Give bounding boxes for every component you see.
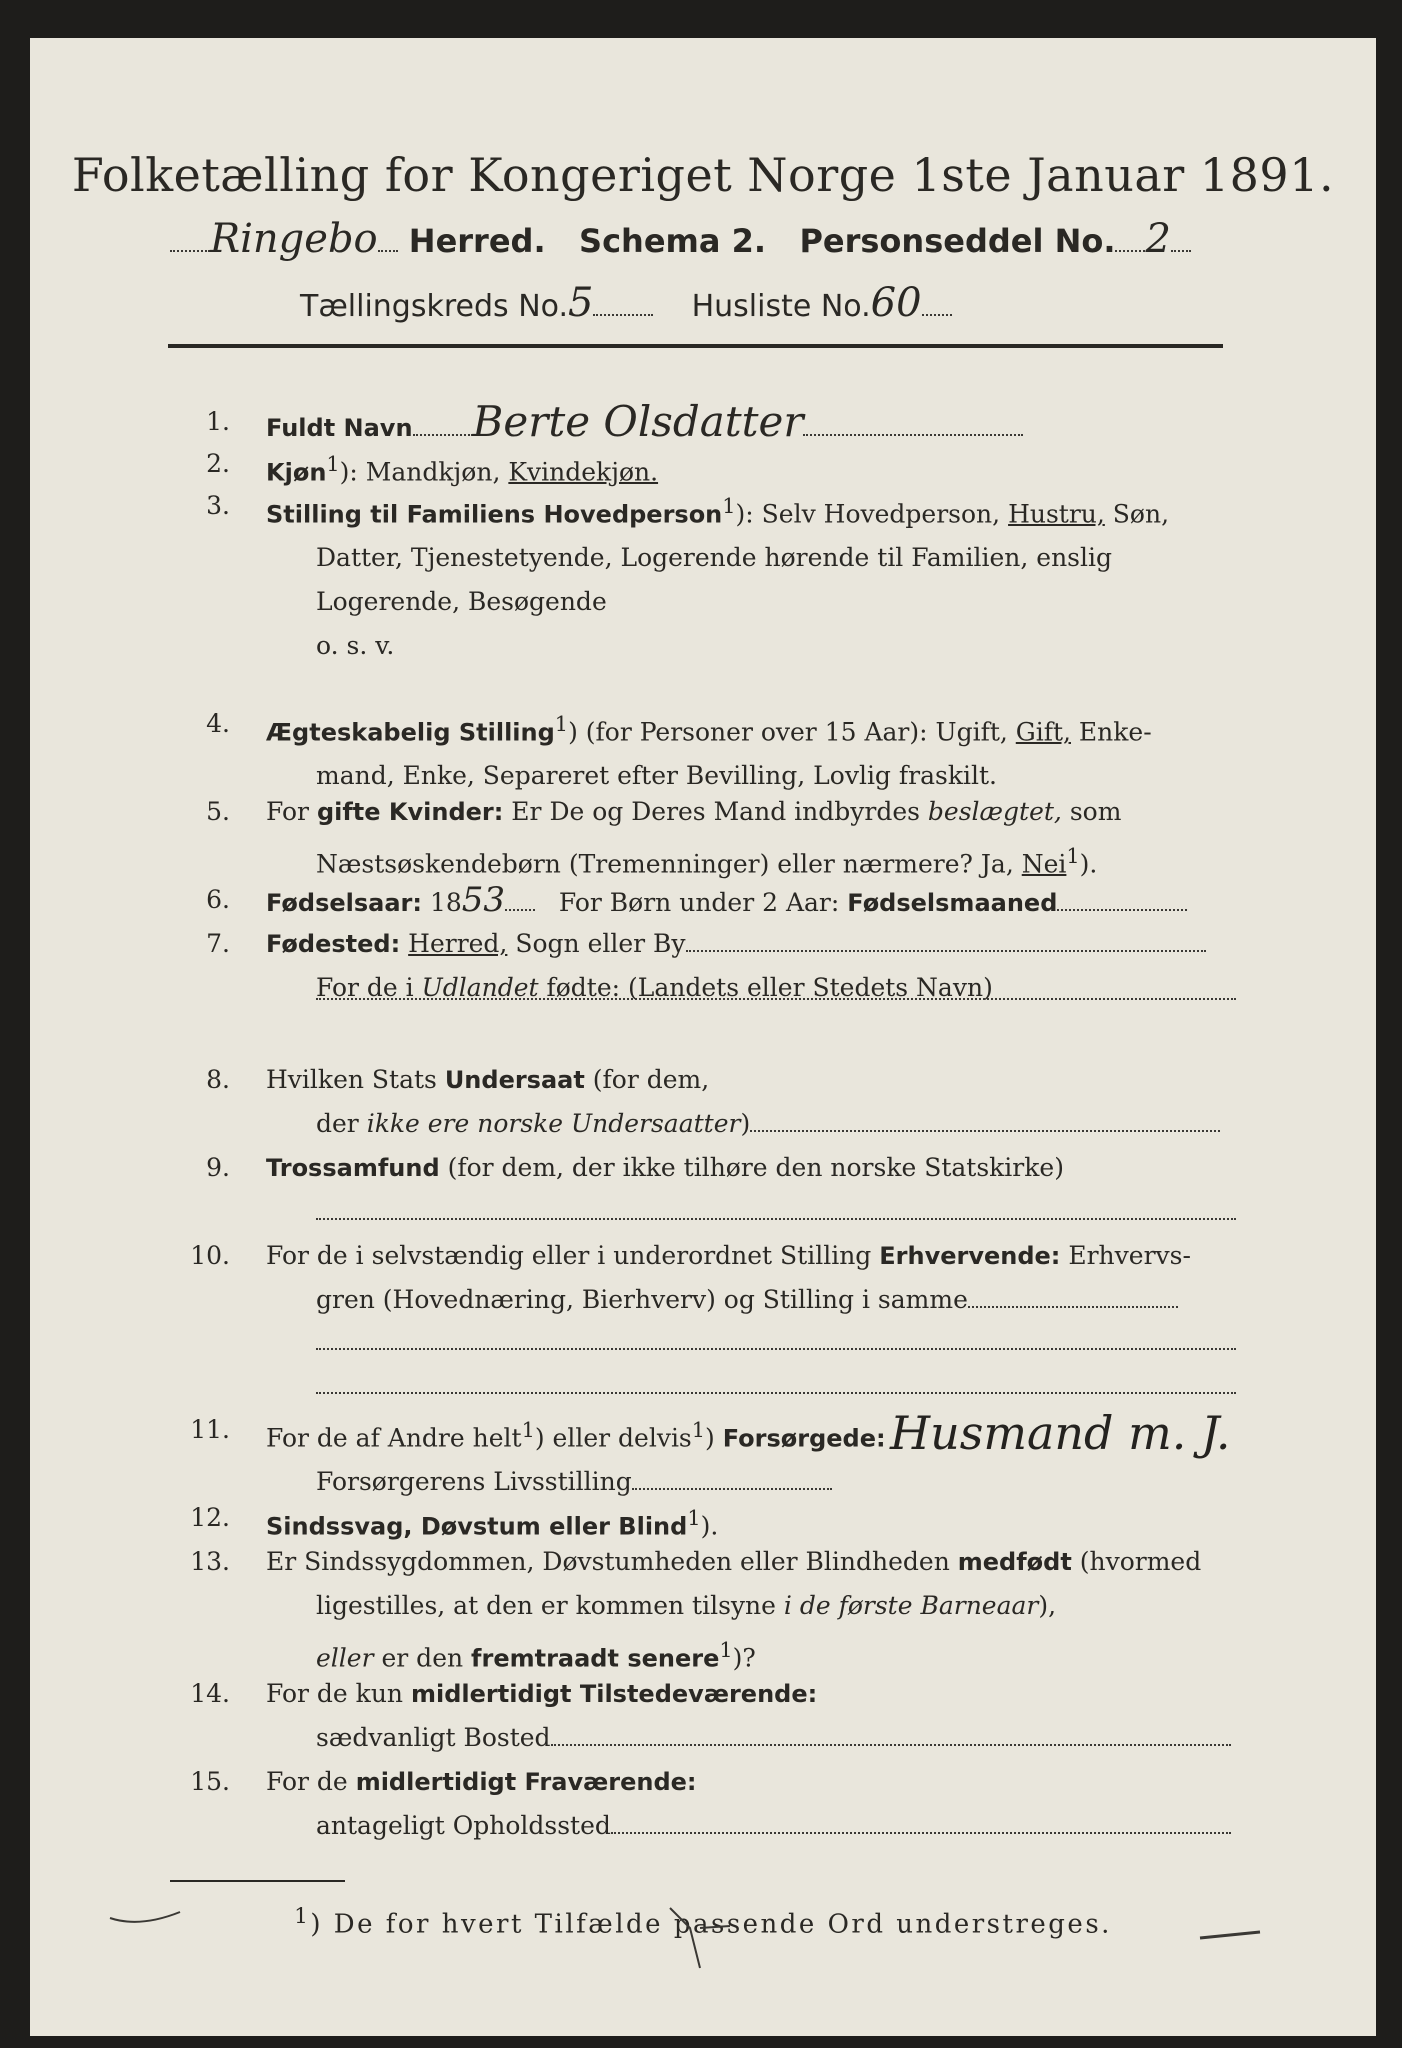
- item-label: Ægteskabelig Stilling: [266, 718, 555, 747]
- birth-year-value: 53: [461, 880, 506, 920]
- item-label: Erhvervende:: [879, 1242, 1061, 1270]
- taellingskreds-value: 5: [568, 280, 594, 326]
- birthplace-abroad-line: [316, 998, 1236, 1000]
- item-text: (for dem, der ikke tilhøre den norske Statskirke): [439, 1153, 1064, 1182]
- item-text: Næstsøskendebørn (Tremenninger) eller nærmere? Ja,: [316, 849, 1022, 879]
- item-text: o. s. v.: [316, 631, 395, 661]
- footnote-mark: 1: [722, 494, 736, 518]
- item-text: Forsørgerens Livsstilling: [316, 1467, 632, 1497]
- item-label: Stilling til Familiens Hovedperson: [266, 500, 723, 529]
- item-label: fremtraadt senere: [471, 1644, 720, 1673]
- item-label: Fødselsmaaned: [847, 889, 1058, 917]
- item-number: 13.: [190, 1547, 230, 1576]
- item-number: 2.: [206, 449, 230, 478]
- item-text: Datter, Tjenestetyende, Logerende hørende til Familien, enslig: [316, 543, 1113, 573]
- underlined-option: Gift,: [1015, 717, 1071, 747]
- item-text: )?: [732, 1643, 756, 1673]
- item-text: gren (Hovednæring, Bierhverv) og Stilling i samme: [316, 1285, 968, 1314]
- item-text: ): Selv Hovedperson,: [735, 499, 1009, 529]
- underlined-option: Hustru,: [1008, 499, 1105, 529]
- item-text: ).: [1079, 849, 1098, 879]
- husliste-label: Husliste No.: [691, 289, 871, 324]
- item-italic-text: beslægtet,: [927, 797, 1062, 826]
- item-number: 9.: [206, 1153, 230, 1182]
- item-italic-text: ikke ere norske Undersaatter: [366, 1109, 741, 1138]
- item-label: Fuldt Navn: [266, 414, 413, 442]
- item-number: 11.: [190, 1415, 230, 1444]
- herred-label: Herred.: [408, 222, 546, 260]
- item-text: For de kun: [266, 1679, 411, 1708]
- item-text: 18: [422, 888, 462, 917]
- herred-value: Ringebo: [210, 216, 378, 262]
- item-number: 7.: [206, 929, 230, 958]
- footnote-mark: 1: [326, 452, 340, 476]
- taellingskreds-line: [300, 280, 952, 326]
- item-text: som: [1061, 797, 1122, 826]
- census-form-page: Folketælling for Kongeriget Norge 1ste Januar 1891. Ringebo Herred. Schema 2. Personseddel No. 2 Tællingskreds No.5 Husliste No.60 1. Fuldt Navn Berte Olsdatter 2. Kjøn$^1$): Mandkjøn, Kvindekjøn. 3. Stilling til Familiens Hovedperson$^1$): Selv Hovedperson, Hustru, Søn, Datter, Tjenestetyende, Logerende hørende til Familien, enslig Logerende, Besøgende o. s. v. 4. Ægteskabelig Stilling$^1$) (for Personer over 15 Aar): Ugift, Gift, Enke- mand, Enke, Separeret efter Bevilling, Lovlig fraskilt. 5. For gifte Kvinder: Er De og Deres Mand indbyrdes beslægtet, som Næstsøskendebørn (Tremenninger) eller nærmere? Ja, Nei$^1$). 6. Fødselsaar: 1853 For Børn under 2 Aar: Fødselsmaaned 7. Fødested: Herred, Sogn eller By For de i Udlandet fødte: (Landets eller Stedets Navn) 8. Hvilken Stats Undersaat (for dem, der ikke ere norske Undersaatter) 9. Trossamfund (for dem, der ikke tilhøre den norske Statskirke) 10. For de i selvstændig eller i underordnet Stilling Erhvervende: Erhvervs- gren (Hovednæring, Bierhverv) og Stilling i samme 11. For de af Andre helt$^1$) eller delvis$^1$) Forsørgede: Forsørgerens Livsstilling Husmand m. J. 12. Sindssvag, Døvstum eller Blind$^1$). 13. Er Sindssygdommen, Døvstumheden eller Blindheden medfødt (hvormed ligestilles, at den er kommen tilsyne i de første Barneaar), eller er den fremtraadt senere$^1$)? 14. For de kun midlertidigt Tilstedeværende: sædvanligt Bosted 15. For de midlertidigt Fraværende: antageligt Opholdssted $^1$) De for hvert Tilfælde passende Ord understreges.: [30, 38, 1376, 2036]
- item-text: For de: [266, 1767, 356, 1796]
- item-text: Er De og Deres Mand indbyrdes: [503, 797, 928, 826]
- item-number: 8.: [206, 1065, 230, 1094]
- item-text: Erhvervs-: [1060, 1241, 1191, 1270]
- provider-occupation-value: Husmand m. J.: [890, 1406, 1231, 1460]
- occupation-line-1: [316, 1348, 1236, 1350]
- item-number: 4.: [206, 709, 230, 738]
- item-text: (hvormed: [1071, 1547, 1202, 1576]
- item-number: 6.: [206, 885, 230, 914]
- item-text: ): [705, 1423, 723, 1453]
- item-number: 15.: [190, 1767, 230, 1796]
- herred-line: [170, 216, 1191, 262]
- full-name-value: Berte Olsdatter: [472, 397, 804, 446]
- item-text: ): [740, 1109, 751, 1138]
- underlined-option: Nei: [1021, 849, 1067, 879]
- item-text: For Børn under 2 Aar:: [558, 888, 848, 917]
- item-text: Er Sindssygdommen, Døvstumheden eller Blindheden: [266, 1547, 958, 1576]
- item-text: ).: [700, 1511, 719, 1541]
- item-number: 1.: [206, 407, 230, 436]
- underlined-option: Kvindekjøn.: [508, 457, 659, 487]
- item-text: ) (for Personer over 15 Aar): Ugift,: [568, 717, 1016, 747]
- husliste-value: 60: [870, 280, 922, 326]
- footnote-mark: 1: [554, 712, 569, 736]
- personseddel-value: 2: [1145, 216, 1171, 262]
- item-text: (for dem,: [584, 1065, 710, 1094]
- item-italic-text: Udlandet: [421, 973, 539, 1002]
- item-text: For de af Andre helt: [266, 1423, 522, 1453]
- schema-label: Schema 2.: [579, 222, 767, 260]
- item-text: Sogn eller By: [507, 929, 686, 958]
- footnote: $^1$) De for hvert Tilfælde passende Ord understreges.: [294, 1904, 1112, 1940]
- item-number: 5.: [206, 797, 230, 826]
- item-text: fødte: (Landets eller Stedets Navn): [538, 973, 993, 1002]
- item-text: er den: [373, 1643, 472, 1673]
- header-divider: [168, 344, 1223, 348]
- item-text: sædvanligt Bosted: [316, 1723, 551, 1752]
- footnote-text: ) De for hvert Tilfælde passende Ord understreges.: [310, 1909, 1112, 1940]
- item-label: gifte Kvinder:: [316, 798, 504, 826]
- item-text: antageligt Opholdssted: [316, 1811, 611, 1840]
- item-text: For de i selvstændig eller i underordnet Stilling: [266, 1241, 880, 1270]
- item-text: der: [316, 1109, 367, 1138]
- personseddel-label: Personseddel No.: [799, 222, 1116, 260]
- item-label: Fødselsaar:: [266, 889, 422, 917]
- form-title: Folketælling for Kongeriget Norge 1ste Januar 1891.: [71, 148, 1335, 202]
- item-number: 12.: [190, 1503, 230, 1532]
- item-text: ),: [1038, 1591, 1057, 1620]
- taellingskreds-label: Tællingskreds No.: [300, 289, 568, 324]
- religion-line: [316, 1218, 1236, 1220]
- item-label: Trossamfund: [266, 1154, 440, 1182]
- item-italic-text: i de første Barneaar: [783, 1591, 1039, 1620]
- item-text: For: [266, 797, 317, 826]
- item-label: Kjøn: [266, 458, 327, 487]
- item-text: ): Mandkjøn,: [339, 457, 509, 487]
- item-label: Forsørgede:: [722, 1424, 886, 1453]
- item-number: 10.: [190, 1241, 230, 1270]
- item-label: Sindssvag, Døvstum eller Blind: [266, 1512, 688, 1541]
- item-number: 3.: [206, 491, 230, 520]
- item-number: 14.: [190, 1679, 230, 1708]
- item-text: Logerende, Besøgende: [316, 587, 607, 617]
- item-text: Søn,: [1104, 499, 1170, 529]
- item-label: midlertidigt Fraværende:: [355, 1768, 697, 1796]
- item-text: mand, Enke, Separeret efter Bevilling, Lovlig fraskilt.: [316, 761, 997, 791]
- footnote-divider: [170, 1880, 345, 1882]
- item-label: medfødt: [957, 1548, 1072, 1576]
- underlined-option: Herred,: [408, 929, 508, 958]
- item-text: For de i: [316, 973, 422, 1002]
- item-label: Fødested:: [266, 930, 401, 958]
- item-label: midlertidigt Tilstedeværende:: [410, 1680, 818, 1708]
- item-text: ) eller delvis: [534, 1423, 692, 1453]
- item-text: Enke-: [1070, 717, 1152, 747]
- item-italic-text: eller: [316, 1643, 374, 1673]
- item-text: ligestilles, at den er kommen tilsyne: [316, 1591, 784, 1620]
- occupation-line-2: [316, 1392, 1236, 1394]
- item-text: Hvilken Stats: [266, 1065, 445, 1094]
- item-label: Undersaat: [444, 1066, 585, 1094]
